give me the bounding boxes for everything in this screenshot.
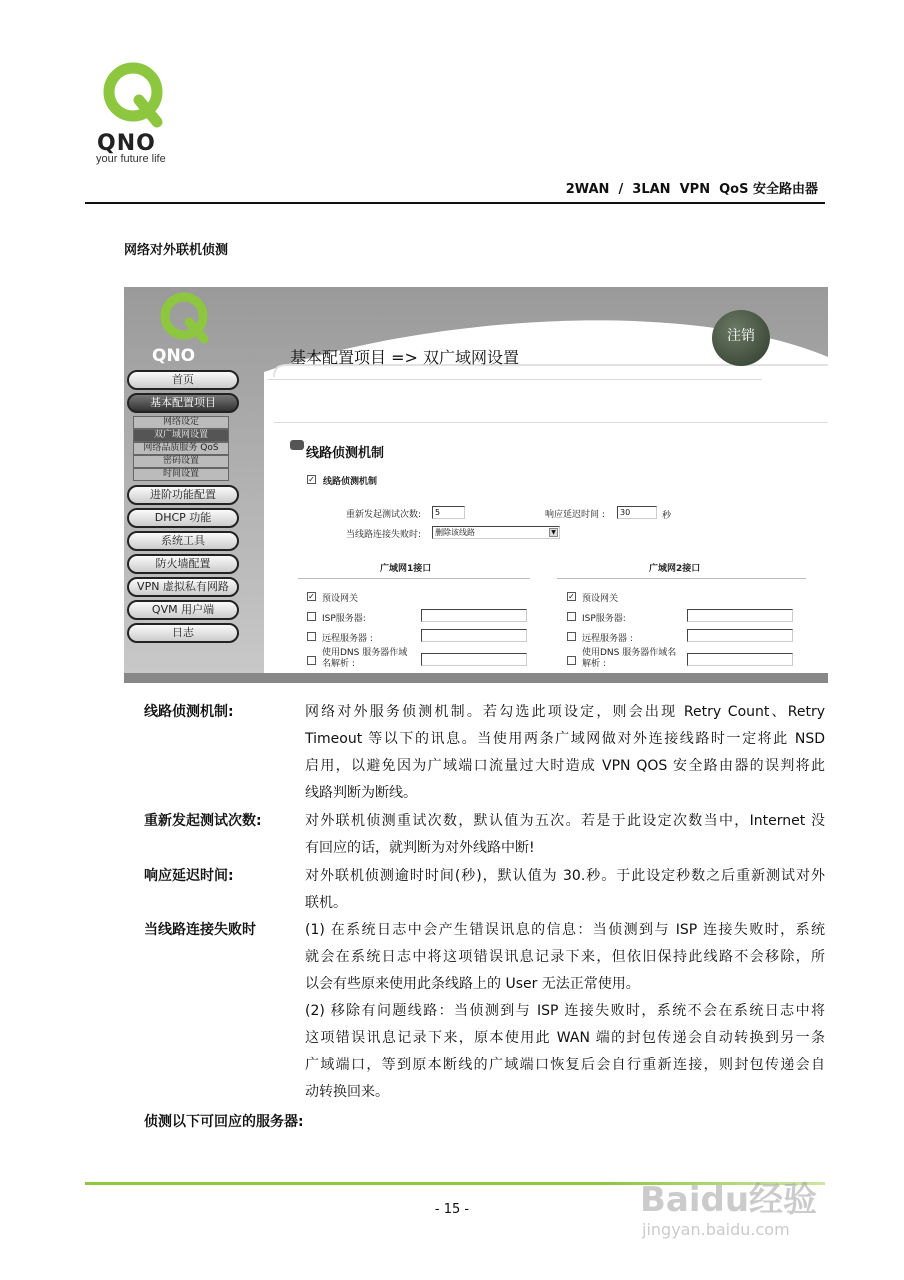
document-header: 2WAN / 3LAN VPN QoS 安全路由器 [565, 182, 818, 197]
subnav-qos[interactable]: 网络品质服务 QoS [133, 442, 229, 455]
wan2-isp-label: ISP服务器: [582, 614, 626, 624]
wan2-remote-label: 远程服务器 : [582, 634, 633, 644]
description-line: 联机。 [305, 894, 347, 911]
subnav-password[interactable]: 密码设置 [133, 455, 229, 468]
logout-button[interactable]: 注销 [712, 310, 770, 366]
dns-label-line: 使用DNS 服务器作域 [322, 648, 408, 658]
watermark-text: Baidu经验 [640, 1180, 818, 1220]
nsd-checkbox[interactable]: ✓ [308, 475, 315, 484]
divider [267, 379, 762, 380]
wan2-isp-checkbox[interactable] [567, 612, 576, 621]
page-number: - 15 - [434, 1202, 470, 1217]
definition-term: 线路侦测机制: [144, 704, 234, 720]
panel-title: 线路侦测机制 [306, 446, 385, 461]
divider [557, 578, 806, 579]
description-line: (1) 在系统日志中会产生错误讯息的信息：当侦测到与 ISP 连接失败时，系统 [305, 922, 825, 939]
qno-logo-small [152, 289, 222, 364]
fail-action-value: 删除该线路 [435, 528, 475, 537]
fail-action-select[interactable] [432, 526, 560, 539]
wan2-default-gw-checkbox[interactable]: ✓ [568, 592, 575, 601]
wan1-default-gw-checkbox[interactable]: ✓ [308, 592, 315, 601]
wan2-dns-checkbox[interactable] [567, 656, 576, 665]
wan2-dns-label [582, 648, 676, 670]
timeout-unit: 秒 [662, 511, 672, 521]
nav-home[interactable]: 首页 [127, 370, 239, 390]
wan1-remote-label: 远程服务器 : [322, 634, 373, 644]
definition-description [305, 699, 825, 807]
wan1-title: 广域网1接口 [380, 564, 432, 574]
subnav-network[interactable]: 网络设定 [133, 416, 229, 429]
description-line: 动转换回来。 [305, 1084, 389, 1101]
divider [274, 422, 828, 423]
wan2-isp-input[interactable] [687, 609, 793, 622]
wan2-remote-checkbox[interactable] [567, 632, 576, 641]
logo-tagline: your future life [96, 153, 166, 165]
nav-basic-config[interactable]: 基本配置项目 [127, 393, 239, 413]
dns-label-line: 名解析 : [322, 659, 355, 669]
timeout-label: 响应延迟时间 : [545, 510, 605, 520]
nav-system-tools[interactable]: 系统工具 [127, 531, 239, 551]
nav-advanced[interactable]: 进阶功能配置 [127, 485, 239, 505]
section-bullet-icon [290, 440, 304, 450]
wan2-dns-input[interactable] [687, 653, 793, 666]
nav-vpn[interactable]: VPN 虚拟私有网路 [127, 577, 239, 597]
svg-text:QNO: QNO [152, 346, 196, 364]
chevron-down-icon[interactable]: ▼ [549, 528, 558, 537]
section-title: 网络对外联机侦测 [124, 243, 229, 258]
retry-label: 重新发起测试次数: [346, 510, 422, 520]
definition-term: 响应延迟时间: [144, 867, 234, 884]
wan1-default-gw-label: 预设网关 [322, 594, 359, 604]
wan1-isp-checkbox[interactable] [307, 612, 316, 621]
wan1-dns-input[interactable] [421, 653, 527, 666]
description-line: 就会在系统日志中将这项错误讯息记录下来，但依旧保持此线路不会移除，所 [305, 949, 825, 966]
dns-label-line: 解析 : [582, 659, 606, 669]
wan1-dns-label [322, 648, 407, 670]
nav-qvm[interactable]: QVM 用户端 [127, 600, 239, 620]
subnav-dual-wan[interactable]: 双广域网设置 [133, 429, 229, 442]
watermark-url: jingyan.baidu.com [642, 1220, 790, 1239]
definition-term: 侦测以下可回应的服务器: [144, 1113, 304, 1130]
dns-label-line: 使用DNS 服务器作域名 [582, 648, 677, 658]
nav-log[interactable]: 日志 [127, 623, 239, 643]
header-divider [85, 202, 825, 204]
wan2-title: 广域网2接口 [649, 564, 701, 574]
definition-term: 当线路连接失败时 [144, 922, 256, 939]
wan1-isp-input[interactable] [421, 609, 527, 622]
wan1-remote-input[interactable] [421, 629, 527, 642]
router-ui-screenshot [124, 287, 828, 683]
definition-description [305, 917, 825, 1106]
page-breadcrumb-title: 基本配置项目 => 双广域网设置 [290, 348, 519, 367]
description-line: 网络对外服务侦测机制。若勾选此项设定，则会出现 Retry Count、Retry [305, 704, 825, 720]
definition-description [305, 863, 825, 917]
divider [298, 578, 530, 579]
description-line: 以会有些原来使用此条线路上的 User 无法正常使用。 [305, 976, 640, 993]
wan1-isp-label: ISP服务器: [322, 614, 366, 624]
fail-label: 当线路连接失败时: [346, 530, 422, 540]
description-line: (2) 移除有问题线路：当侦测到与 ISP 连接失败时，系统不会在系统日志中将 [305, 1003, 825, 1020]
description-line: 对外联机侦测逾时时间(秒)，默认值为 30.秒。于此设定秒数之后重新测试对外 [305, 867, 825, 884]
description-line: 线路判断为断线。 [305, 785, 417, 801]
wan1-remote-checkbox[interactable] [307, 632, 316, 641]
description-line: Timeout 等以下的讯息。当使用两条广域网做对外连接线路时一定将此 NSD [305, 731, 825, 747]
nsd-label: 线路侦测机制 [323, 477, 378, 487]
nav-firewall[interactable]: 防火墙配置 [127, 554, 239, 574]
retry-count-input[interactable]: 5 [432, 506, 465, 519]
wan2-default-gw-label: 预设网关 [582, 594, 619, 604]
description-line: 广域端口，等到原本断线的广域端口恢复后会自行重新连接，则封包传递会自 [305, 1057, 825, 1074]
baidu-watermark [640, 1150, 850, 1270]
wan2-remote-input[interactable] [687, 629, 793, 642]
description-line: 有回应的话，就判断为对外线路中断! [305, 840, 535, 857]
definition-term: 重新发起测试次数: [144, 813, 262, 830]
subnav-time[interactable]: 时间设置 [133, 468, 229, 481]
timeout-input[interactable]: 30 [617, 506, 657, 519]
wan1-dns-checkbox[interactable] [307, 656, 316, 665]
definition-description [305, 808, 825, 862]
description-line: 对外联机侦测重试次数，默认值为五次。若是于此设定次数当中，Internet 没 [305, 813, 825, 830]
svg-text:QNO: QNO [97, 131, 156, 155]
description-line: 启用，以避免因为广域端口流量过大时造成 VPN QOS 安全路由器的误判将此 [305, 758, 825, 774]
nav-dhcp[interactable]: DHCP 功能 [127, 508, 239, 528]
description-line: 这项错误讯息记录下来，原本使用此 WAN 端的封包传递会自动转换到另一条 [305, 1030, 825, 1047]
